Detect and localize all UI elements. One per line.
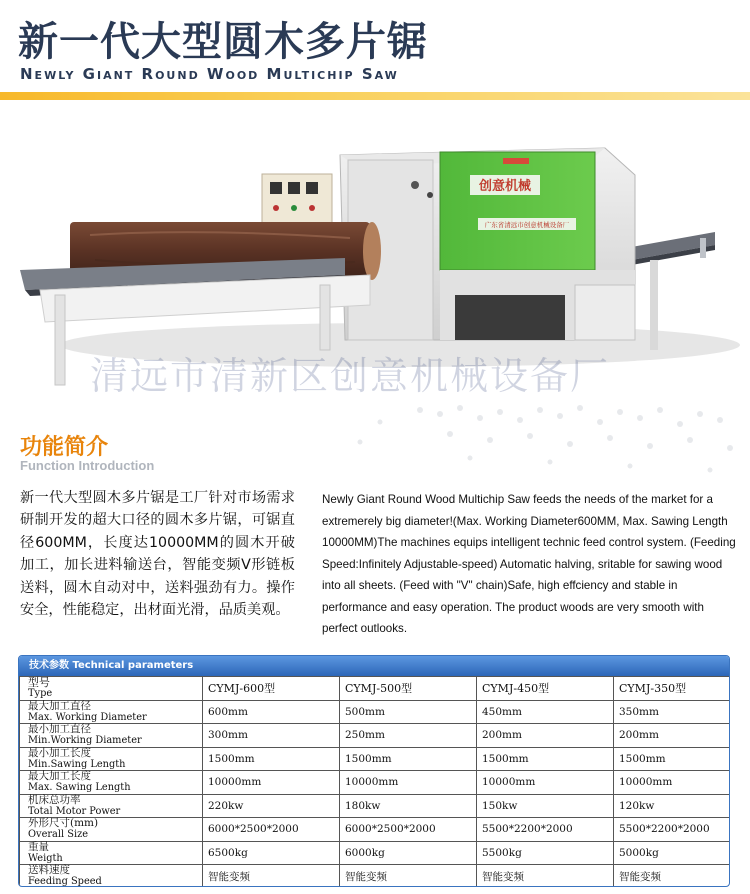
spec-value: 120kw xyxy=(614,794,731,818)
spec-label-cn: 型号 xyxy=(28,676,50,690)
spec-label-cn: 送料速度 xyxy=(28,864,70,877)
spec-value: 450mm xyxy=(477,700,614,724)
spec-value: 5500*2200*2000 xyxy=(614,818,731,842)
spec-value: 6000*2500*2000 xyxy=(340,818,477,842)
spec-value: 1500mm xyxy=(203,747,340,771)
spec-table-title: 技术参数 Technical parameters xyxy=(19,656,729,676)
section-subtitle: Function Introduction xyxy=(20,458,155,473)
spec-label xyxy=(20,865,203,888)
spec-value: 5000kg xyxy=(614,841,731,865)
table-row xyxy=(20,771,731,795)
table-row xyxy=(20,841,731,865)
table-row xyxy=(20,677,731,701)
spec-value: 1500mm xyxy=(477,747,614,771)
spec-label-en: Weigth xyxy=(28,852,63,864)
spec-value: 10000mm xyxy=(203,771,340,795)
spec-value: 180kw xyxy=(340,794,477,818)
spec-label-en: Overall Size xyxy=(28,829,89,841)
spec-value: 智能变频 xyxy=(203,865,340,888)
spec-value: 200mm xyxy=(614,724,731,748)
spec-value: 10000mm xyxy=(614,771,731,795)
spec-label xyxy=(20,794,203,818)
spec-value: 10000mm xyxy=(477,771,614,795)
section-title: 功能简介 xyxy=(20,435,109,460)
page-subtitle: Newly Giant Round Wood Multichip Saw xyxy=(20,65,399,83)
spec-label-en: Total Motor Power xyxy=(28,805,121,817)
spec-value: 智能变频 xyxy=(340,865,477,888)
spec-label xyxy=(20,771,203,795)
table-row xyxy=(20,747,731,771)
page-title: 新一代大型圆木多片锯 xyxy=(18,19,428,65)
spec-value: 智能变频 xyxy=(614,865,731,888)
spec-value: 6500kg xyxy=(203,841,340,865)
spec-label xyxy=(20,724,203,748)
spec-label xyxy=(20,677,203,701)
table-row xyxy=(20,865,731,888)
title-divider xyxy=(0,92,750,100)
spec-value: CYMJ-600型 xyxy=(203,677,340,701)
table-row xyxy=(20,700,731,724)
spec-value: CYMJ-450型 xyxy=(477,677,614,701)
table-row xyxy=(20,794,731,818)
spec-label-cn: 最小加工长度 xyxy=(28,746,91,759)
spec-label-en: Max. Sawing Length xyxy=(28,782,131,794)
spec-value: 10000mm xyxy=(340,771,477,795)
spec-label-cn: 机床总功率 xyxy=(28,793,81,806)
table-row xyxy=(20,724,731,748)
spec-value: 1500mm xyxy=(614,747,731,771)
spec-value: 200mm xyxy=(477,724,614,748)
spec-label-cn: 重量 xyxy=(28,840,49,853)
spec-label xyxy=(20,700,203,724)
description-chinese: 新一代大型圆木多片锯是工厂针对市场需求研制开发的超大口径的圆木多片锯，可锯直径600MM，长度达10000MM的圆木开破加工，加长进料输送台，智能变频V形链板送料，圆木自动对中，送料强劲有力。操作安全，性能稳定，出材面光滑，品质美观。 xyxy=(20,490,295,619)
product-photo xyxy=(0,100,750,400)
spec-value: 1500mm xyxy=(340,747,477,771)
spec-label-en: Max. Working Diameter xyxy=(28,711,147,723)
photo-watermark: 清远市清新区创意机械设备厂 xyxy=(90,354,611,398)
spec-label-cn: 外形尺寸(mm) xyxy=(28,817,99,830)
spec-label-cn: 最大加工直径 xyxy=(28,699,91,712)
spec-value: 5500kg xyxy=(477,841,614,865)
spec-value: 6000kg xyxy=(340,841,477,865)
machine-brand-label: 创意机械 xyxy=(478,179,532,194)
spec-value: 220kw xyxy=(203,794,340,818)
spec-label-en: Feeding Speed xyxy=(28,876,102,887)
spec-table xyxy=(19,676,730,887)
spec-value: CYMJ-500型 xyxy=(340,677,477,701)
spec-value: 300mm xyxy=(203,724,340,748)
spec-value: 250mm xyxy=(340,724,477,748)
spec-value: 500mm xyxy=(340,700,477,724)
machine-maker-label: 广东省清远市创意机械设备厂 xyxy=(484,221,570,229)
spec-label-cn: 最大加工长度 xyxy=(28,770,91,783)
spec-value: 6000*2500*2000 xyxy=(203,818,340,842)
spec-label-cn: 最小加工直径 xyxy=(28,723,91,736)
spec-label-en: Type xyxy=(28,688,53,700)
spec-label-en: Min.Working Diameter xyxy=(28,735,142,747)
description-english: Newly Giant Round Wood Multichip Saw feeds the needs of the market for a extremerely big diameter!(Max. Working Diameter600MM, Max. Sawing Length 10000MM)The machines equips intelligent technic feed control system. (Feeding Speed:Infinitely Adjustable-speed) Automatic halving, sritable for sawing wood into all sheets. (Feed with "V" chain)Safe, high effciency and stable in performance and easy operation. The product woods are very smooth with perfect outlooks. xyxy=(322,493,736,635)
spec-value: 600mm xyxy=(203,700,340,724)
spec-label xyxy=(20,818,203,842)
spec-value: 150kw xyxy=(477,794,614,818)
spec-label xyxy=(20,747,203,771)
table-row xyxy=(20,818,731,842)
spec-value: 智能变频 xyxy=(477,865,614,888)
spec-value: CYMJ-350型 xyxy=(614,677,731,701)
spec-value: 5500*2200*2000 xyxy=(477,818,614,842)
spec-label xyxy=(20,841,203,865)
spec-label-en: Min.Sawing Length xyxy=(28,758,126,770)
spec-value: 350mm xyxy=(614,700,731,724)
spec-table-panel xyxy=(18,655,730,887)
decorative-dot-pattern xyxy=(0,400,750,495)
